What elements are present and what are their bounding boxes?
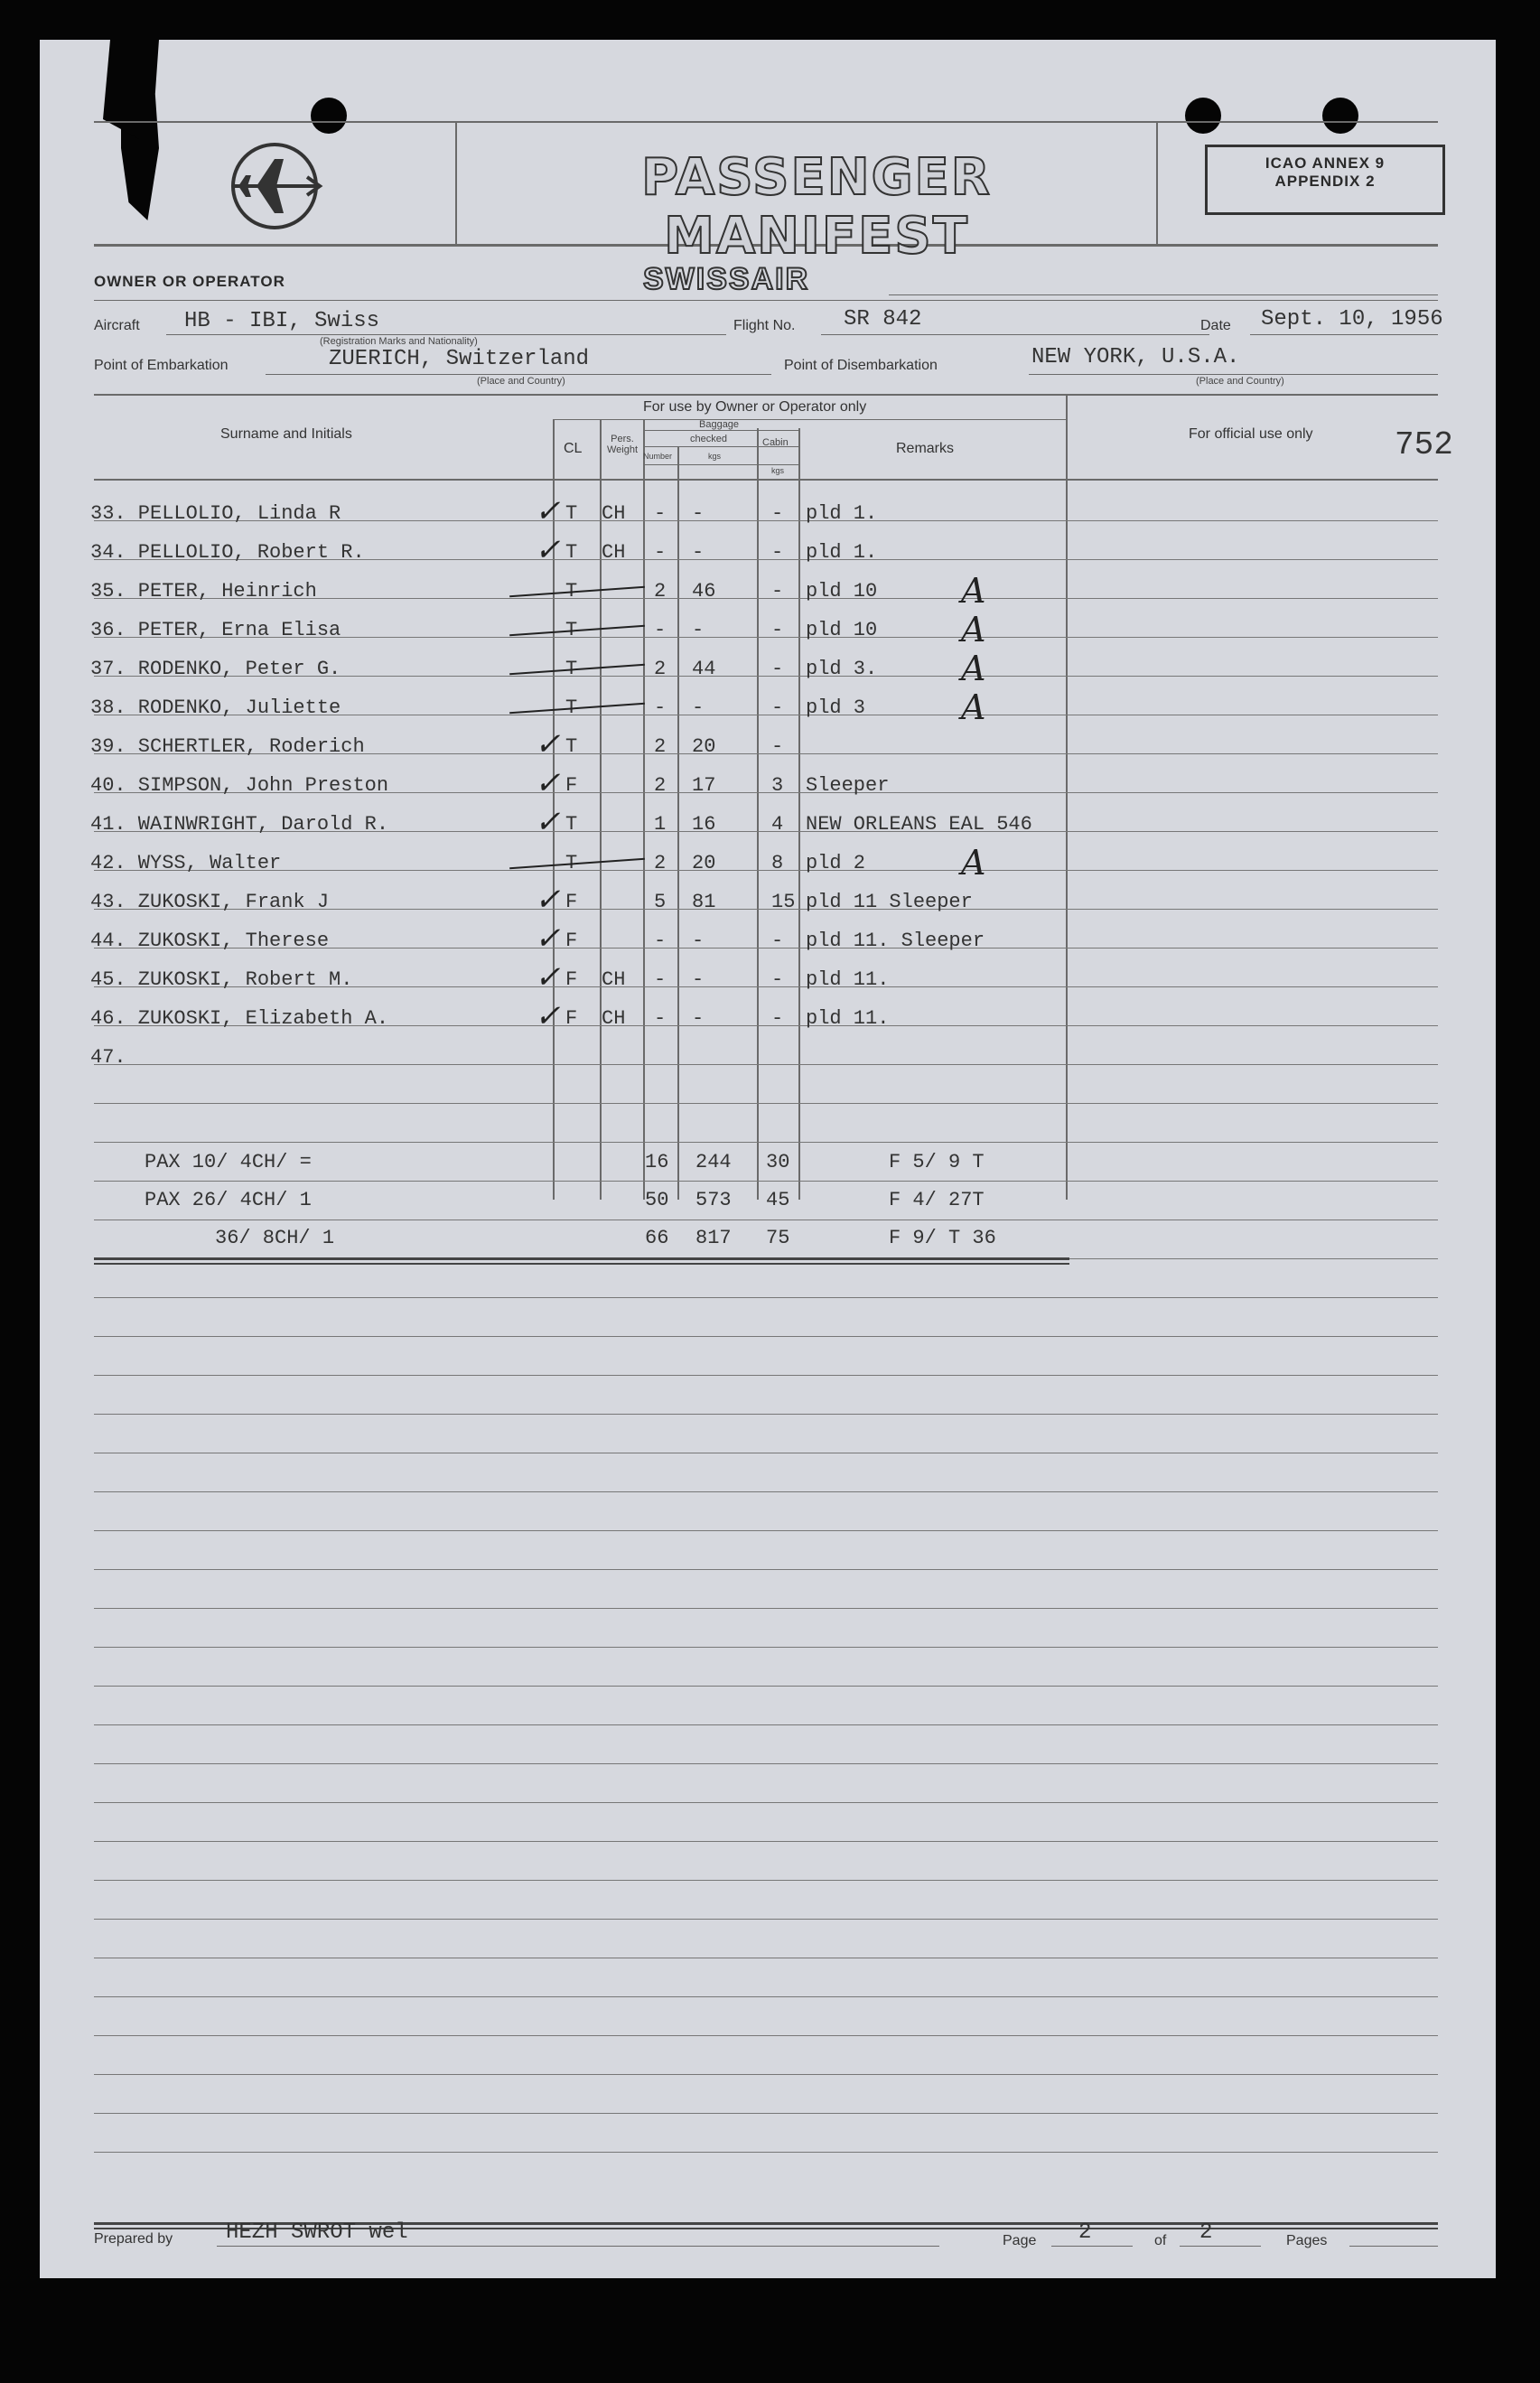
row-bag-kgs: 17 bbox=[692, 774, 716, 797]
row-bag-kgs: 20 bbox=[692, 852, 716, 874]
row-bag-kgs: 44 bbox=[692, 658, 716, 680]
total-remarks: F 5/ 9 T bbox=[889, 1151, 985, 1173]
row-cabin-kgs: - bbox=[771, 658, 784, 680]
row-bag-number: - bbox=[654, 619, 667, 641]
row-remarks: NEW ORLEANS EAL 546 bbox=[806, 813, 1032, 836]
col-kgs: kgs bbox=[708, 452, 722, 461]
row-cabin-kgs: - bbox=[771, 696, 784, 719]
row-cabin-kgs: 8 bbox=[771, 852, 784, 874]
ruled-line bbox=[94, 1375, 1438, 1376]
row-cabin-kgs: - bbox=[771, 541, 784, 564]
date-value: Sept. 10, 1956 bbox=[1261, 307, 1443, 332]
icao-line2: APPENDIX 2 bbox=[1274, 173, 1376, 190]
row-class: T bbox=[565, 735, 578, 758]
page-label: Page bbox=[1003, 2233, 1037, 2248]
aircraft-sublabel: (Registration Marks and Nationality) bbox=[320, 336, 478, 347]
col-checked: checked bbox=[690, 434, 727, 444]
page-value: 2 bbox=[1078, 2220, 1092, 2245]
total-cabin-kgs: 75 bbox=[766, 1227, 790, 1249]
row-bag-number: 5 bbox=[654, 891, 667, 913]
ruled-line bbox=[94, 1996, 1438, 1997]
row-class: T bbox=[565, 813, 578, 836]
ruled-line bbox=[94, 1724, 1438, 1725]
row-pers-weight: CH bbox=[602, 541, 626, 564]
ruled-line bbox=[94, 2152, 1438, 2153]
row-name: 45. ZUKOSKI, Robert M. bbox=[90, 968, 353, 991]
total-bag-number: 50 bbox=[645, 1189, 669, 1211]
ruled-line bbox=[94, 2113, 1438, 2114]
row-name: 35. PETER, Heinrich bbox=[90, 580, 317, 603]
row-remarks: pld 11. bbox=[806, 968, 890, 991]
row-remarks: pld 3 bbox=[806, 696, 866, 719]
total-label: PAX 26/ 4CH/ 1 bbox=[145, 1189, 312, 1211]
row-name: 47. bbox=[90, 1046, 126, 1069]
row-bag-kgs: - bbox=[692, 930, 705, 952]
row-remarks: pld 3. bbox=[806, 658, 878, 680]
ruled-line bbox=[94, 1297, 1438, 1298]
disembark-sublabel: (Place and Country) bbox=[1196, 376, 1284, 387]
row-bag-number: 2 bbox=[654, 658, 667, 680]
row-bag-kgs: - bbox=[692, 1007, 705, 1030]
row-bag-kgs: - bbox=[692, 968, 705, 991]
row-cabin-kgs: - bbox=[771, 1007, 784, 1030]
col-baggage: Baggage bbox=[699, 419, 740, 430]
row-remarks: pld 2 bbox=[806, 852, 866, 874]
row-bag-number: - bbox=[654, 930, 667, 952]
row-remarks: pld 1. bbox=[806, 541, 878, 564]
ruled-line bbox=[94, 1802, 1438, 1803]
row-name: 43. ZUKOSKI, Frank J bbox=[90, 891, 330, 913]
ruled-line bbox=[94, 1491, 1438, 1492]
row-remarks: pld 11. Sleeper bbox=[806, 930, 985, 952]
page-title: PASSENGER MANIFEST bbox=[641, 148, 992, 266]
row-remarks: Sleeper bbox=[806, 774, 890, 797]
ruled-line bbox=[94, 1414, 1438, 1415]
col-remarks: Remarks bbox=[896, 441, 955, 456]
pages-label: Pages bbox=[1286, 2233, 1328, 2248]
airline-logo bbox=[220, 139, 329, 233]
ruled-line bbox=[94, 2035, 1438, 2036]
row-name: 34. PELLOLIO, Robert R. bbox=[90, 541, 365, 564]
ruled-line bbox=[94, 1103, 1438, 1104]
row-bag-number: - bbox=[654, 696, 667, 719]
prepared-value: HEZH SWROT wel bbox=[226, 2220, 408, 2245]
ruled-line bbox=[94, 1142, 1438, 1143]
check-mark: A bbox=[961, 687, 986, 727]
ruled-line bbox=[94, 1569, 1438, 1570]
ruled-line bbox=[94, 1919, 1438, 1920]
row-bag-kgs: 16 bbox=[692, 813, 716, 836]
total-bag-kgs: 817 bbox=[695, 1227, 732, 1249]
row-class: F bbox=[565, 1007, 578, 1030]
row-bag-number: 2 bbox=[654, 774, 667, 797]
ruled-line bbox=[94, 870, 1438, 871]
check-mark: ✓ bbox=[535, 765, 561, 801]
of-label: of bbox=[1154, 2233, 1167, 2248]
aircraft-label: Aircraft bbox=[94, 318, 140, 333]
flight-value: SR 842 bbox=[844, 307, 922, 332]
row-class: F bbox=[565, 930, 578, 952]
total-label: 36/ 8CH/ 1 bbox=[215, 1227, 335, 1249]
ruled-line bbox=[94, 2074, 1438, 2075]
ruled-line bbox=[94, 1841, 1438, 1842]
row-pers-weight: CH bbox=[602, 968, 626, 991]
row-bag-number: 2 bbox=[654, 735, 667, 758]
check-mark: ✓ bbox=[535, 493, 561, 529]
owner-use-heading: For use by Owner or Operator only bbox=[643, 399, 867, 415]
total-remarks: F 4/ 27T bbox=[889, 1189, 985, 1211]
row-name: 39. SCHERTLER, Roderich bbox=[90, 735, 365, 758]
row-name: 40. SIMPSON, John Preston bbox=[90, 774, 389, 797]
row-name: 41. WAINWRIGHT, Darold R. bbox=[90, 813, 389, 836]
row-class: T bbox=[565, 541, 578, 564]
check-mark: A bbox=[961, 649, 986, 688]
check-mark: ✓ bbox=[535, 959, 561, 995]
total-bag-kgs: 573 bbox=[695, 1189, 732, 1211]
col-cl: CL bbox=[564, 441, 583, 456]
prepared-label: Prepared by bbox=[94, 2231, 173, 2247]
aircraft-value: HB - IBI, Swiss bbox=[184, 309, 380, 333]
row-cabin-kgs: - bbox=[771, 619, 784, 641]
row-cabin-kgs: 4 bbox=[771, 813, 784, 836]
row-remarks: pld 10 bbox=[806, 580, 878, 603]
row-bag-kgs: - bbox=[692, 541, 705, 564]
ruled-line bbox=[94, 1763, 1438, 1764]
check-mark: A bbox=[961, 571, 986, 611]
embark-label: Point of Embarkation bbox=[94, 358, 229, 373]
ruled-line bbox=[94, 1064, 1438, 1065]
embark-sublabel: (Place and Country) bbox=[477, 376, 565, 387]
row-cabin-kgs: - bbox=[771, 502, 784, 525]
check-mark: ✓ bbox=[535, 920, 561, 957]
ruled-line bbox=[94, 1880, 1438, 1881]
flight-label: Flight No. bbox=[733, 318, 796, 333]
row-bag-kgs: 81 bbox=[692, 891, 716, 913]
owner-value: SWISSAIR bbox=[643, 262, 810, 296]
row-name: 42. WYSS, Walter bbox=[90, 852, 282, 874]
manifest-sheet bbox=[40, 40, 1496, 2278]
col-pers-weight: Pers. Weight bbox=[606, 434, 639, 455]
check-mark: ✓ bbox=[535, 998, 561, 1034]
row-name: 37. RODENKO, Peter G. bbox=[90, 658, 341, 680]
row-cabin-kgs: 15 bbox=[771, 891, 796, 913]
disembark-value: NEW YORK, U.S.A. bbox=[1031, 345, 1240, 369]
punch-hole bbox=[311, 98, 347, 134]
ruled-line bbox=[94, 1181, 1438, 1182]
owner-label: OWNER OR OPERATOR bbox=[94, 273, 285, 290]
embark-value: ZUERICH, Switzerland bbox=[329, 347, 590, 371]
row-class: T bbox=[565, 502, 578, 525]
row-bag-kgs: 20 bbox=[692, 735, 716, 758]
row-remarks: pld 11 Sleeper bbox=[806, 891, 973, 913]
row-class: F bbox=[565, 774, 578, 797]
check-mark: ✓ bbox=[535, 804, 561, 840]
row-name: 33. PELLOLIO, Linda R bbox=[90, 502, 341, 525]
row-bag-number: - bbox=[654, 1007, 667, 1030]
row-class: F bbox=[565, 891, 578, 913]
ruled-line bbox=[94, 1647, 1438, 1648]
icao-line1: ICAO ANNEX 9 bbox=[1265, 154, 1386, 172]
row-pers-weight: CH bbox=[602, 502, 626, 525]
total-bag-number: 16 bbox=[645, 1151, 669, 1173]
col-cabin: Cabin bbox=[762, 437, 789, 448]
row-bag-number: - bbox=[654, 502, 667, 525]
row-bag-kgs: 46 bbox=[692, 580, 716, 603]
ruled-line bbox=[94, 1336, 1438, 1337]
total-cabin-kgs: 30 bbox=[766, 1151, 790, 1173]
row-cabin-kgs: - bbox=[771, 930, 784, 952]
row-bag-kgs: - bbox=[692, 696, 705, 719]
total-remarks: F 9/ T 36 bbox=[889, 1227, 996, 1249]
punch-hole bbox=[1322, 98, 1358, 134]
row-name: 44. ZUKOSKI, Therese bbox=[90, 930, 330, 952]
punch-hole bbox=[1185, 98, 1221, 134]
row-cabin-kgs: - bbox=[771, 968, 784, 991]
icao-box bbox=[1205, 145, 1445, 215]
row-cabin-kgs: - bbox=[771, 735, 784, 758]
ruled-line bbox=[94, 1686, 1438, 1687]
check-mark: ✓ bbox=[535, 726, 561, 762]
row-bag-number: 2 bbox=[654, 852, 667, 874]
col-number: Number bbox=[643, 452, 673, 461]
official-number: 752 bbox=[1395, 426, 1453, 463]
row-cabin-kgs: - bbox=[771, 580, 784, 603]
row-pers-weight: CH bbox=[602, 1007, 626, 1030]
row-remarks: pld 11. bbox=[806, 1007, 890, 1030]
disembark-label: Point of Disembarkation bbox=[784, 358, 938, 373]
total-bag-kgs: 244 bbox=[695, 1151, 732, 1173]
check-mark: ✓ bbox=[535, 532, 561, 568]
row-bag-kgs: - bbox=[692, 619, 705, 641]
row-bag-number: 2 bbox=[654, 580, 667, 603]
col-cabin-kgs: kgs bbox=[771, 466, 785, 475]
check-mark: A bbox=[961, 843, 986, 883]
row-name: 38. RODENKO, Juliette bbox=[90, 696, 341, 719]
row-bag-number: - bbox=[654, 541, 667, 564]
total-cabin-kgs: 45 bbox=[766, 1189, 790, 1211]
row-name: 36. PETER, Erna Elisa bbox=[90, 619, 341, 641]
ruled-line bbox=[94, 1530, 1438, 1531]
official-use-label: For official use only bbox=[1189, 426, 1313, 442]
row-bag-number: 1 bbox=[654, 813, 667, 836]
check-mark: A bbox=[961, 610, 986, 649]
check-mark: ✓ bbox=[535, 882, 561, 918]
row-class: F bbox=[565, 968, 578, 991]
row-remarks: pld 10 bbox=[806, 619, 878, 641]
total-bag-number: 66 bbox=[645, 1227, 669, 1249]
total-label: PAX 10/ 4CH/ = bbox=[145, 1151, 312, 1173]
row-remarks: pld 1. bbox=[806, 502, 878, 525]
row-bag-kgs: - bbox=[692, 502, 705, 525]
row-bag-number: - bbox=[654, 968, 667, 991]
ruled-line bbox=[94, 1608, 1438, 1609]
date-label: Date bbox=[1200, 318, 1231, 333]
row-cabin-kgs: 3 bbox=[771, 774, 784, 797]
col-surname: Surname and Initials bbox=[220, 426, 352, 442]
of-value: 2 bbox=[1199, 2220, 1213, 2245]
row-name: 46. ZUKOSKI, Elizabeth A. bbox=[90, 1007, 389, 1030]
